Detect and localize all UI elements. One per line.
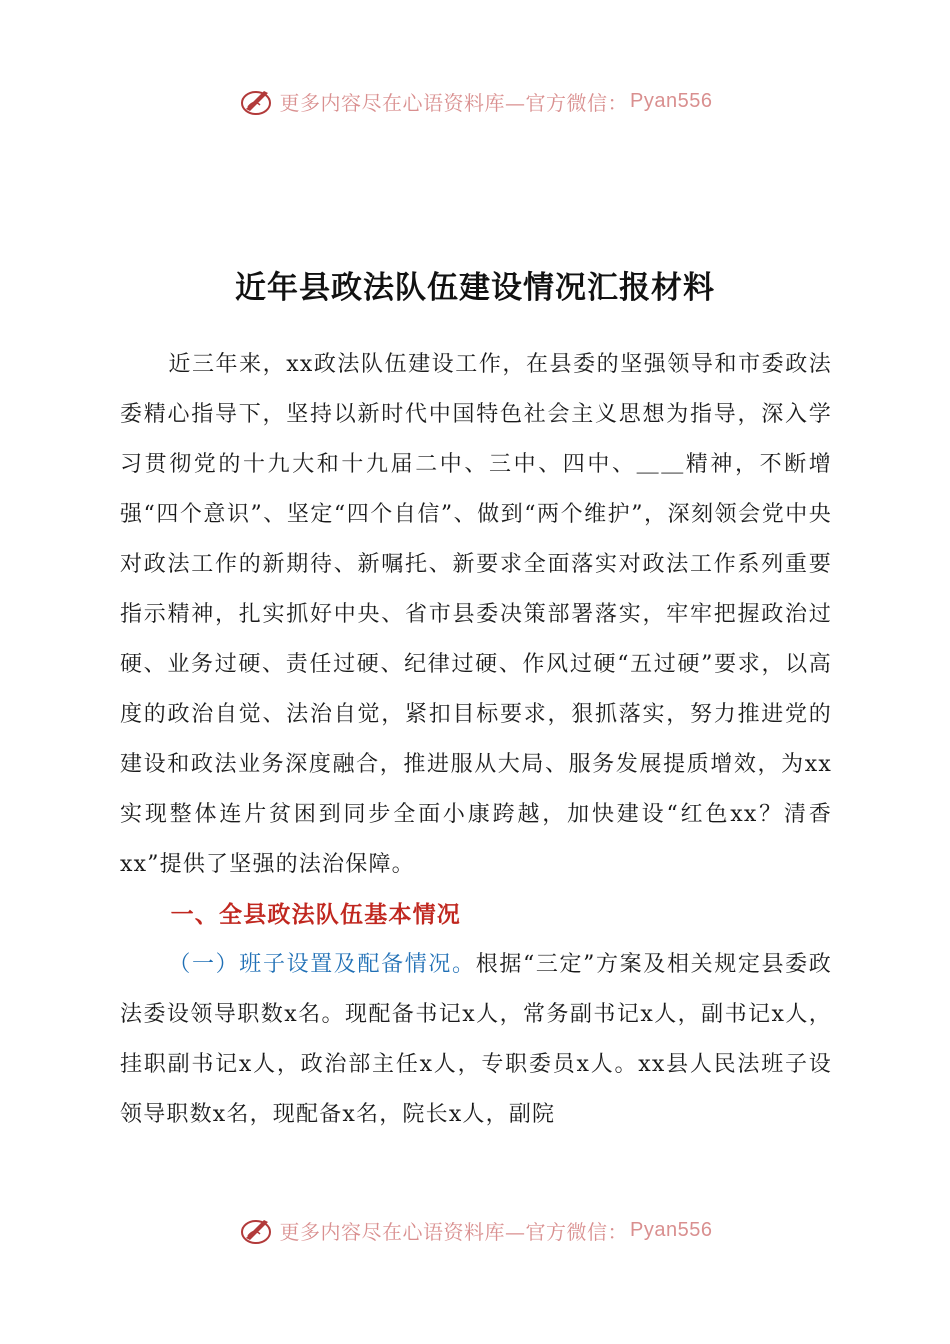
subsection-text: 根据“三定”方案及相关规定县委政法委设领导职数x名。现配备书记x人，常务副书记x人，副书记x人，挂职副书记x人，政治部主任x人，专职委员x人。xx县人民法班子设领导职数x名，现配备x名，院长x人，副院 [120, 952, 832, 1127]
pen-signature-icon [238, 1212, 274, 1248]
document-body [120, 340, 832, 1140]
subsection-paragraph [120, 940, 832, 1140]
section-heading: 一、全县政法队伍基本情况 [170, 902, 461, 928]
document-title: 近年县政法队伍建设情况汇报材料 [235, 270, 715, 306]
intro-paragraph: 近三年来，xx政法队伍建设工作，在县委的坚强领导和市委政法委精心指导下，坚持以新时代中国特色社会主义思想为指导，深入学习贯彻党的十九大和十九届二中、三中、四中、＿＿精神，不断增强“四个意识”、坚定“四个自信”、做到“两个维护”，深刻领会党中央对政法工作的新期待、新嘱托、新要求全面落实对政法工作系列重要指示精神，扎实抓好中央、省市县委决策部署落实，牢牢把握政治过硬、业务过硬、责任过硬、纪律过硬、作风过硬“五过硬”要求，以高度的政治自觉、法治自觉，紧扣目标要求，狠抓落实，努力推进党的建设和政法业务深度融合，推进服从大局、服务发展提质增效，为xx实现整体连片贫困到同步全面小康跨越，加快建设“红色xx？清香xx”提供了坚强的法治保障。 [120, 352, 832, 877]
watermark-header [0, 83, 950, 119]
subsection-heading: （一）班子设置及配备情况。 [168, 952, 476, 977]
watermark-footer [0, 1212, 950, 1248]
watermark-wechat-id: Pyan556 [630, 89, 713, 112]
watermark-text: 更多内容尽在心语资料库—官方微信： [279, 1219, 629, 1244]
watermark-wechat-id: Pyan556 [630, 1218, 713, 1241]
pen-signature-icon [238, 83, 274, 119]
watermark-text: 更多内容尽在心语资料库—官方微信： [279, 90, 629, 115]
